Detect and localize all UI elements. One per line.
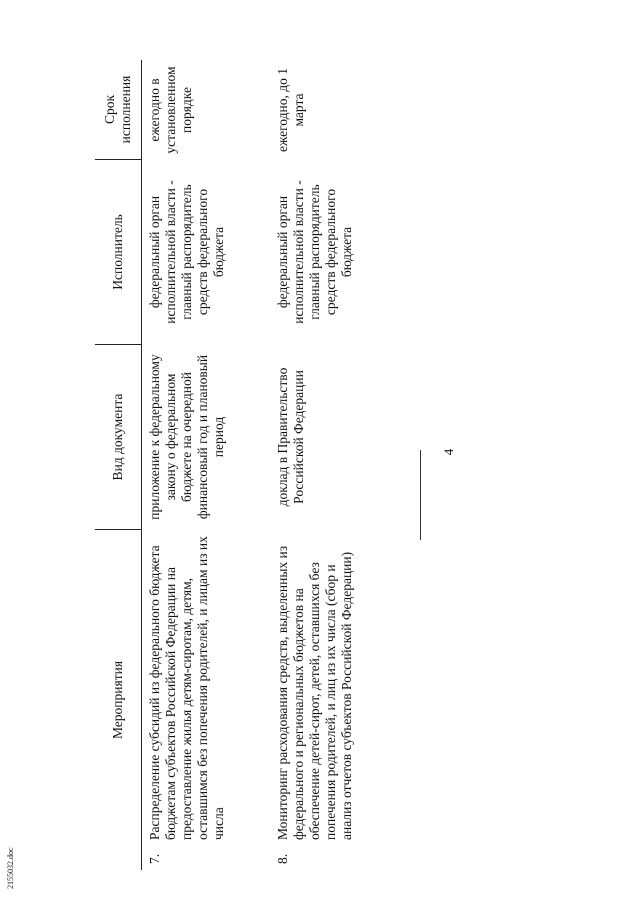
footer-file-code: 2155032.doc <box>6 847 15 889</box>
table-header <box>95 60 142 870</box>
header-executor: Исполнитель <box>95 160 141 345</box>
header-document-type: Вид документа <box>95 345 141 530</box>
header-deadline: Срок исполнения <box>95 60 141 160</box>
row-number: 7. <box>147 853 162 864</box>
row-executor: федеральный орган исполнительной власти - главный распорядитель средств федерального бюджета <box>147 180 226 324</box>
row-activity: Распределение субсидий из федерального бюджета бюджетам субъектов Российской Федерации на предоставление жилья детям-сиротам, детям, оставшимся без попечения родителей, и лицам из их числа <box>147 536 226 840</box>
row-document-type: приложение к федеральному закону о федеральном бюджете на очередной финансовый год и плановый период <box>147 354 226 520</box>
row-activity: Мониторинг расходования средств, выделенных из федерального и региональных бюджетов на обеспечение детей-сирот, детей, оставшихся без попечения родителей, и лиц из их числа (сбор и анализ отчетов субъектов Российской Федерации) <box>275 545 354 840</box>
row-number: 8. <box>275 853 290 864</box>
table-row <box>147 60 269 870</box>
row-executor: федеральный орган исполнительной власти - главный распорядитель средств федерального бюджета <box>275 180 354 324</box>
page-number: 4 <box>441 448 456 456</box>
end-separator-line <box>420 450 421 540</box>
row-deadline: ежегодно в установленном порядке <box>147 66 194 154</box>
header-activities: Мероприятия <box>110 660 125 740</box>
row-document-type: доклад в Правительство Российской Федерации <box>275 367 306 507</box>
row-deadline: ежегодно, до 1 марта <box>275 67 306 153</box>
table-row <box>275 60 405 870</box>
activities-table <box>95 60 565 870</box>
